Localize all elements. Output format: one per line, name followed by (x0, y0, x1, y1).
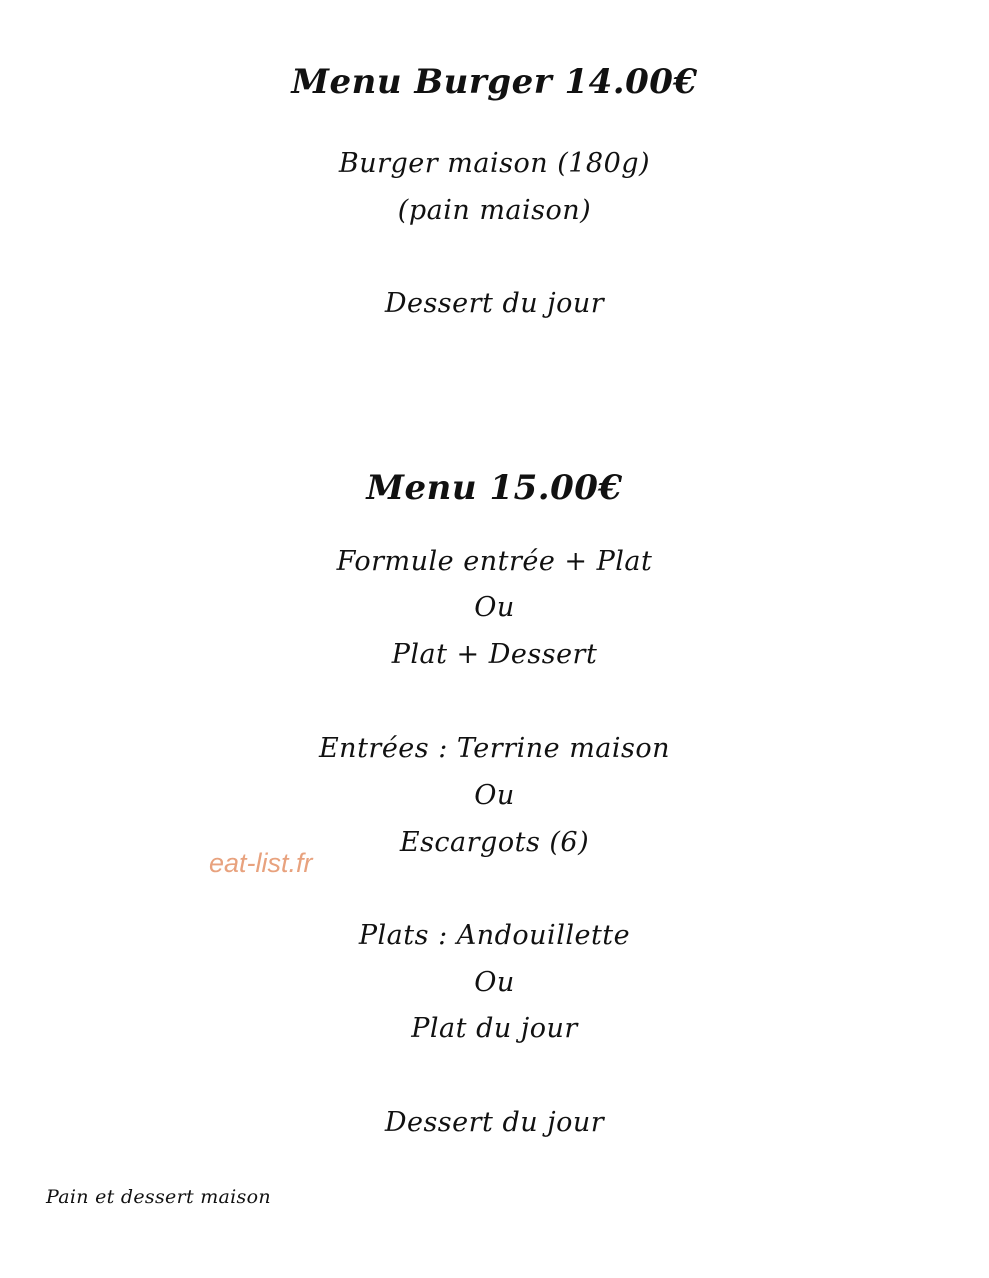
menu-15-entrees: Escargots (6) (399, 827, 590, 858)
menu-burger-dessert: Dessert du jour (384, 288, 605, 319)
menu-15-entrees: Entrées : Terrine maison (318, 733, 671, 764)
footer-note: Pain et dessert maison (46, 1186, 271, 1208)
menu-15-formula-or: Ou (474, 592, 515, 623)
menu-15-plats: Plat du jour (411, 1013, 578, 1044)
menu-15-formula: Plat + Dessert (391, 639, 598, 670)
menu-15-formula: Formule entrée + Plat (336, 546, 653, 577)
menu-15-plats: Plats : Andouillette (358, 920, 631, 951)
menu-15-entrees-or: Ou (474, 780, 515, 811)
menu-15-plats-or: Ou (474, 967, 515, 998)
menu-burger-item: Burger maison (180g) (338, 148, 651, 179)
menu-burger-item: (pain maison) (397, 195, 592, 226)
watermark: eat-list.fr (209, 848, 313, 878)
menu-15-dessert: Dessert du jour (384, 1107, 605, 1138)
menu-burger-title: Menu Burger 14.00€ (291, 62, 698, 102)
menu-15-title: Menu 15.00€ (366, 468, 623, 508)
